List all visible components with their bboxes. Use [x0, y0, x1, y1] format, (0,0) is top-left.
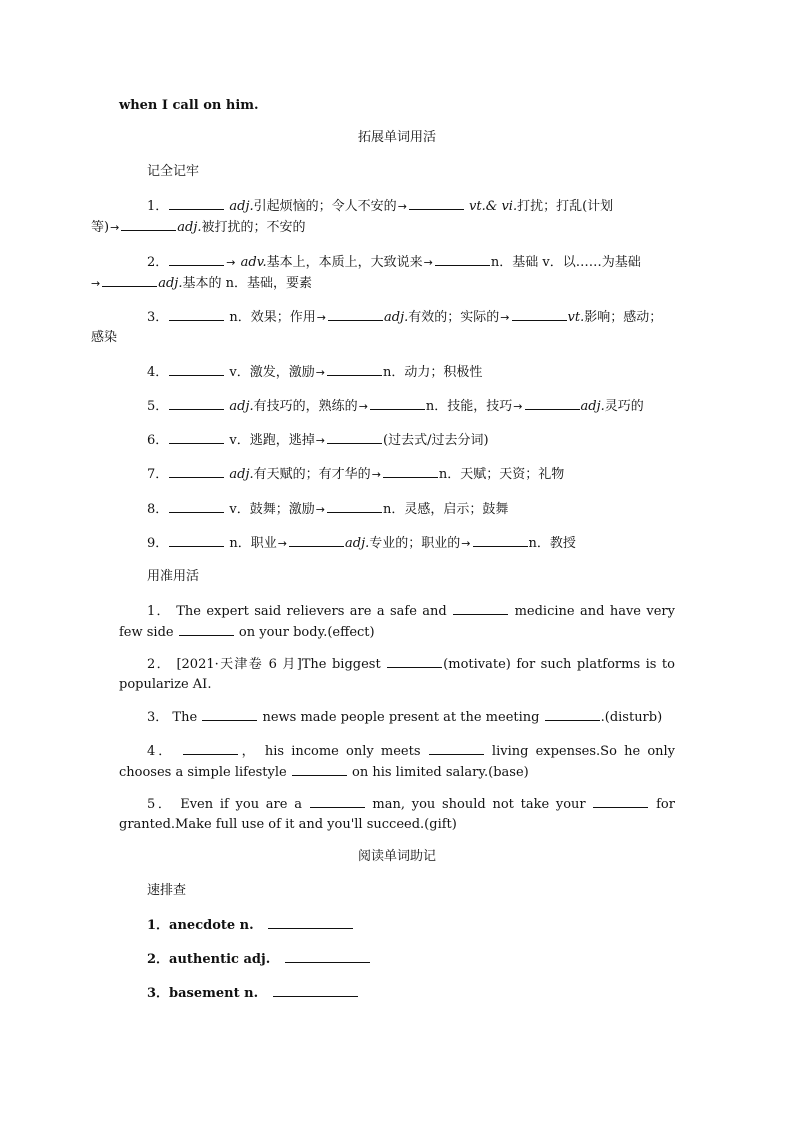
answer-blank[interactable] [179, 622, 234, 636]
answer-blank[interactable] [593, 794, 648, 808]
answer-blank[interactable] [169, 362, 224, 376]
subheading-quick-check: 速排查 [147, 883, 187, 898]
answer-blank[interactable] [102, 273, 157, 287]
exercise-4: 4． ， his income only meets living expenses.So he only chooses a simple lifestyle on his limited salary.(base) [119, 741, 675, 783]
arrow-icon: → [461, 537, 471, 550]
answer-blank[interactable] [183, 741, 238, 755]
arrow-icon: → [315, 434, 325, 447]
answer-blank[interactable] [429, 741, 484, 755]
answer-blank[interactable] [370, 396, 425, 410]
subheading-memorize: 记全记牢 [147, 164, 200, 179]
answer-blank[interactable] [273, 983, 358, 997]
answer-blank[interactable] [169, 499, 224, 513]
answer-blank[interactable] [169, 464, 224, 478]
answer-blank[interactable] [169, 196, 224, 210]
answer-blank[interactable] [453, 601, 508, 615]
arrow-icon: → [277, 537, 288, 550]
arrow-icon: → [315, 366, 325, 379]
answer-blank[interactable] [310, 794, 365, 808]
answer-blank[interactable] [169, 533, 224, 547]
answer-blank[interactable] [121, 217, 176, 231]
vocab-item-5: 5． adj.有技巧的，熟练的→ n．技能，技巧→ adj.灵巧的 [119, 396, 675, 417]
arrow-icon: → [226, 256, 236, 269]
section-title-expand: 拓展单词用活 [357, 130, 436, 145]
answer-blank[interactable] [289, 533, 344, 547]
arrow-icon: → [371, 468, 381, 481]
arrow-icon: → [423, 256, 433, 269]
answer-blank[interactable] [327, 499, 382, 513]
answer-blank[interactable] [473, 533, 528, 547]
answer-blank[interactable] [285, 949, 370, 963]
arrow-icon: → [397, 200, 407, 213]
answer-blank[interactable] [169, 252, 224, 266]
answer-blank[interactable] [169, 396, 224, 410]
answer-blank[interactable] [202, 707, 257, 721]
intro-line: when I call on him. [119, 98, 259, 113]
arrow-icon: → [316, 311, 327, 324]
arrow-icon: → [500, 311, 510, 324]
vocab-item-6: 6． v．逃跑，逃掉→ (过去式/过去分词) [119, 430, 675, 451]
vocab-item-2: 2． → adv.基本上，本质上，大致说来→ n．基础 v．以……为基础 → adj.基本的 n．基础，要素 [119, 252, 675, 294]
exercise-1: 1． The expert said relievers are a safe and medicine and have very few side on your body.(effect) [119, 601, 675, 643]
answer-blank[interactable] [169, 430, 224, 444]
answer-blank[interactable] [525, 396, 580, 410]
arrow-icon: → [513, 400, 523, 413]
answer-blank[interactable] [268, 915, 353, 929]
answer-blank[interactable] [435, 252, 490, 266]
subheading-usage: 用准用活 [147, 569, 200, 584]
word-item-3: 3．basement n. [119, 983, 675, 1004]
vocab-item-7: 7． adj.有天赋的；有才华的→ n．天赋；天资；礼物 [119, 464, 675, 485]
answer-blank[interactable] [327, 430, 382, 444]
arrow-icon: → [110, 221, 120, 234]
answer-blank[interactable] [387, 654, 442, 668]
answer-blank[interactable] [383, 464, 438, 478]
answer-blank[interactable] [327, 362, 382, 376]
vocab-item-9: 9． n．职业→ adj.专业的；职业的→ n．教授 [119, 533, 675, 554]
vocab-item-3: 3． n．效果；作用→ adj.有效的；实际的→ vt.影响；感动； 感染 [119, 307, 675, 348]
answer-blank[interactable] [545, 707, 600, 721]
word-item-2: 2．authentic adj. [119, 949, 675, 970]
vocab-item-1: 1． adj.引起烦恼的；令人不安的→ vt.& vi.打扰；打乱(计划 等)→ adj.被打扰的；不安的 [119, 196, 675, 238]
arrow-icon: → [91, 277, 101, 290]
arrow-icon: → [358, 400, 368, 413]
word-item-1: 1．anecdote n. [119, 915, 675, 936]
answer-blank[interactable] [328, 307, 383, 321]
answer-blank[interactable] [169, 307, 224, 321]
answer-blank[interactable] [512, 307, 567, 321]
section-title-reading: 阅读单词助记 [357, 849, 436, 864]
arrow-icon: → [315, 503, 325, 516]
answer-blank[interactable] [409, 196, 464, 210]
vocab-item-8: 8． v．鼓舞；激励→ n．灵感，启示；鼓舞 [119, 499, 675, 520]
answer-blank[interactable] [292, 762, 347, 776]
exercise-3: 3． The news made people present at the meeting .(disturb) [119, 707, 675, 728]
exercise-5: 5． Even if you are a man, you should not take your for granted.Make full use of it and you'll succeed.(gift) [119, 794, 675, 835]
exercise-2: 2． [2021·天津卷 6 月]The biggest (motivate) for such platforms is to popularize AI. [119, 654, 675, 695]
vocab-item-4: 4． v．激发，激励→ n．动力；积极性 [119, 362, 675, 383]
